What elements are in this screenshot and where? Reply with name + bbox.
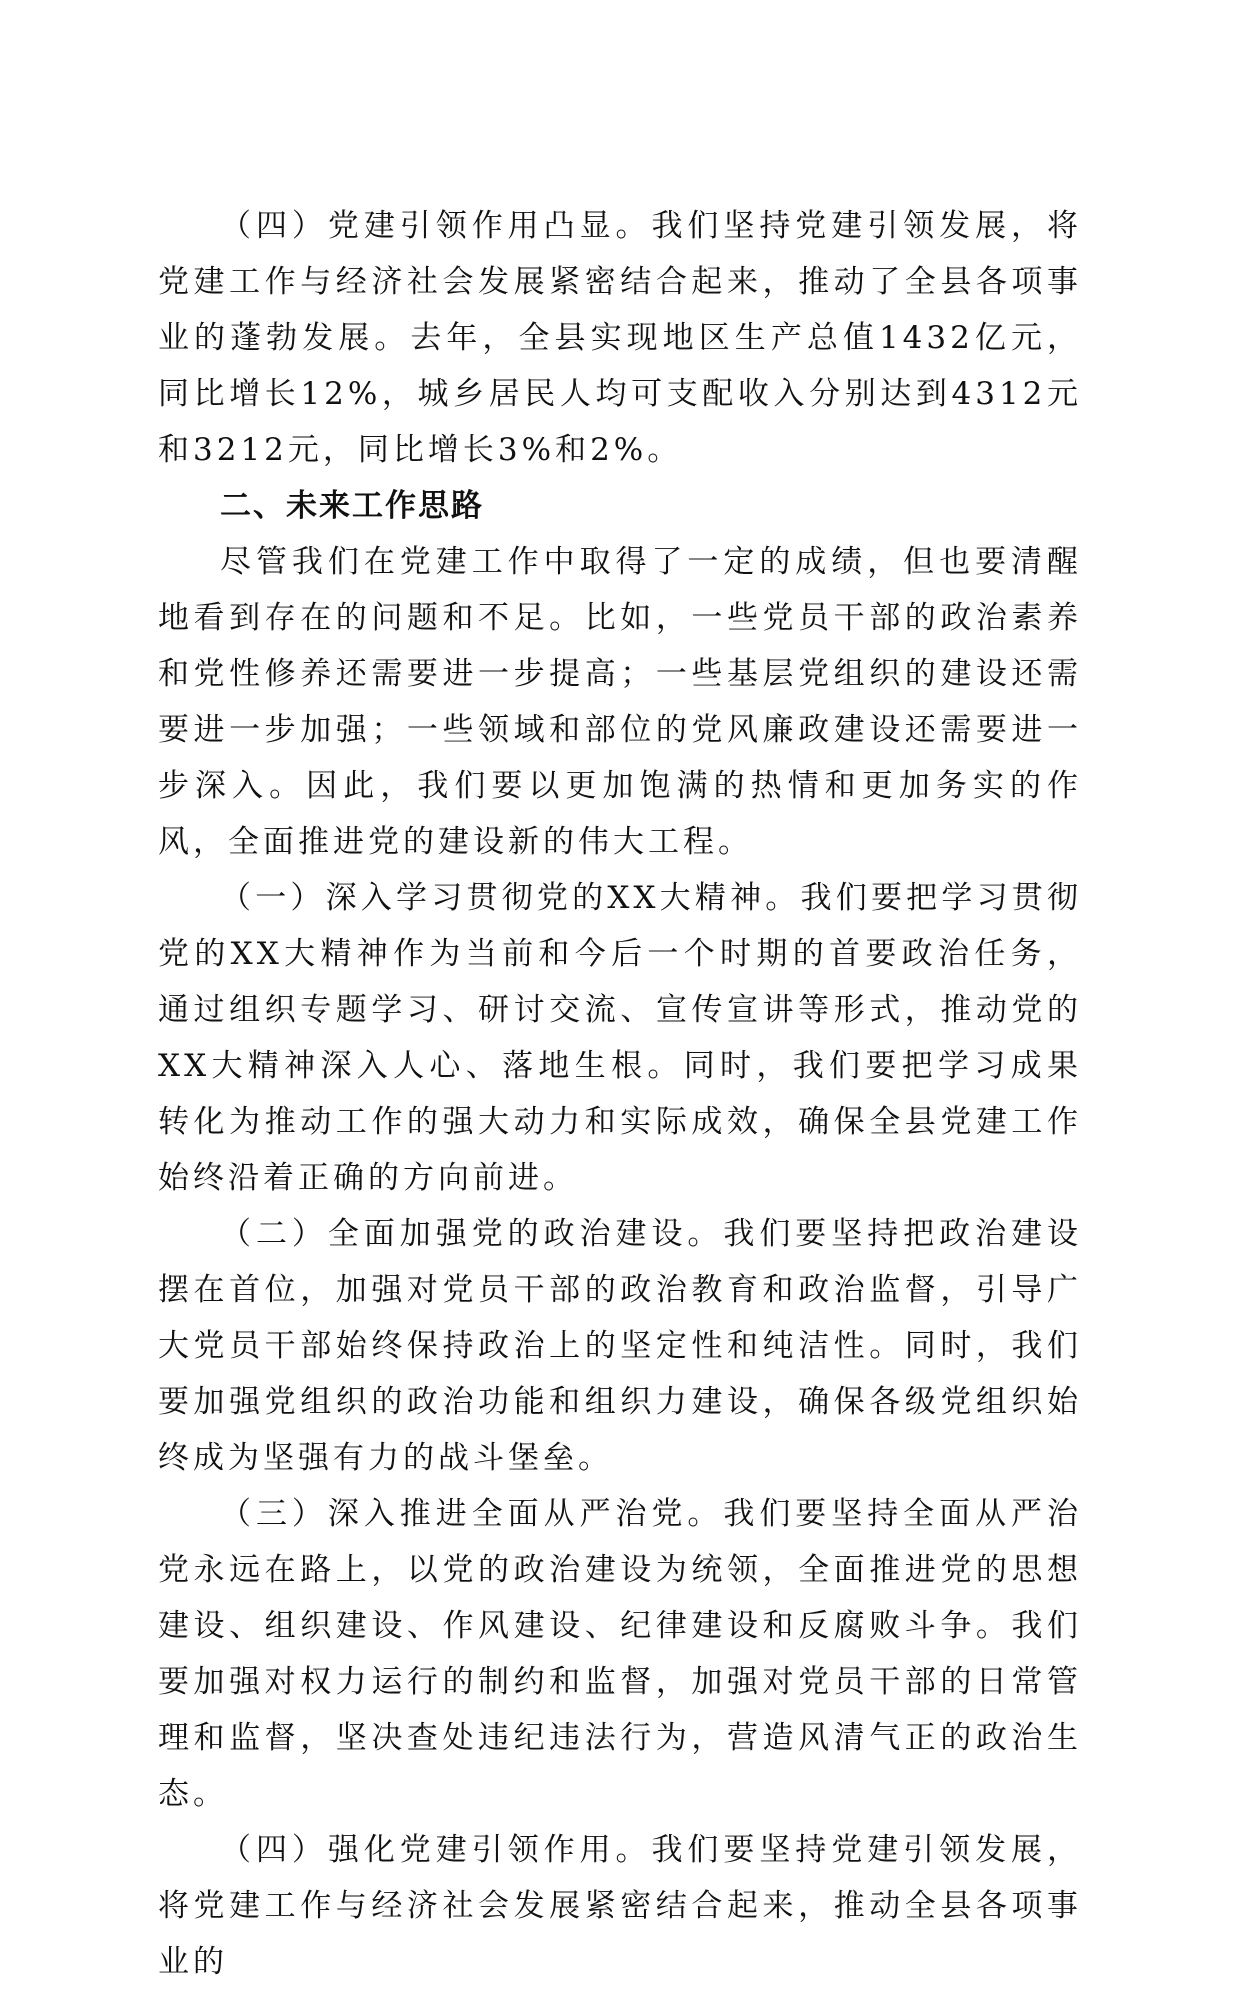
section-heading-future-work: 二、未来工作思路 [220,488,484,524]
paragraph-party-building-leading-role: （四）党建引领作用凸显。我们坚持党建引领发展，将党建工作与经济社会发展紧密结合起来，推动了全县各项事业的蓬勃发展。去年，全县实现地区生产总值1432亿元，同比增长12%，城乡居民人均可支配收入分别达到4312元和3212元，同比增长3%和2%。 [158,208,1082,468]
paragraph-strengthen-leading-role: （四）强化党建引领作用。我们要坚持党建引领发展，将党建工作与经济社会发展紧密结合起来，推动全县各项事业的 [158,1832,1082,1980]
document-body [158,198,1082,1990]
paragraph-problems-and-shortcomings: 尽管我们在党建工作中取得了一定的成绩，但也要清醒地看到存在的问题和不足。比如，一些党员干部的政治素养和党性修养还需要进一步提高；一些基层党组织的建设还需要进一步加强；一些领域和部位的党风廉政建设还需要进一步深入。因此，我们要以更加饱满的热情和更加务实的作风，全面推进党的建设新的伟大工程。 [158,544,1082,860]
paragraph-strict-governance: （三）深入推进全面从严治党。我们要坚持全面从严治党永远在路上，以党的政治建设为统领，全面推进党的思想建设、组织建设、作风建设、纪律建设和反腐败斗争。我们要加强对权力运行的制约和监督，加强对党员干部的日常管理和监督，坚决查处违纪违法行为，营造风清气正的政治生态。 [158,1496,1082,1812]
paragraph-political-construction: （二）全面加强党的政治建设。我们要坚持把政治建设摆在首位，加强对党员干部的政治教育和政治监督，引导广大党员干部始终保持政治上的坚定性和纯洁性。同时，我们要加强党组织的政治功能和组织力建设，确保各级党组织始终成为坚强有力的战斗堡垒。 [158,1216,1082,1476]
paragraph-study-xx-congress: （一）深入学习贯彻党的XX大精神。我们要把学习贯彻党的XX大精神作为当前和今后一个时期的首要政治任务，通过组织专题学习、研讨交流、宣传宣讲等形式，推动党的XX大精神深入人心、落地生根。同时，我们要把学习成果转化为推动工作的强大动力和实际成效，确保全县党建工作始终沿着正确的方向前进。 [158,880,1082,1196]
